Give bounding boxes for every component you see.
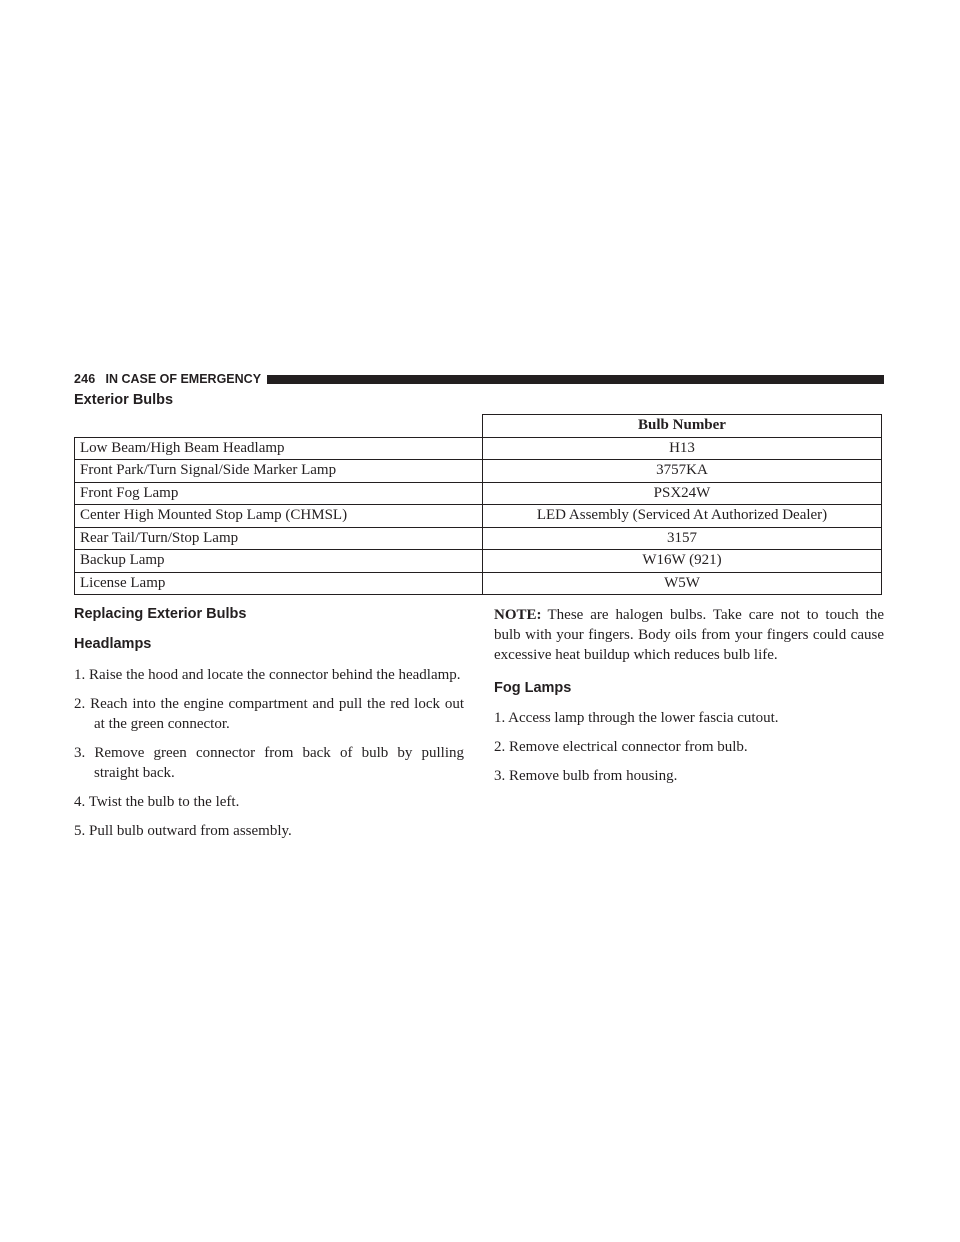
table-header-bulb-number: Bulb Number xyxy=(483,415,882,438)
lamp-name: Rear Tail/Turn/Stop Lamp xyxy=(75,527,483,550)
header-rule xyxy=(267,375,884,384)
bulb-number: PSX24W xyxy=(483,482,882,505)
table-row xyxy=(75,550,882,573)
table-row xyxy=(75,572,882,595)
left-column xyxy=(74,605,464,841)
fog-step-1: 1. Access lamp through the lower fascia cutout. xyxy=(494,710,779,726)
bulb-number: LED Assembly (Serviced At Authorized Dealer) xyxy=(483,505,882,528)
section-title: IN CASE OF EMERGENCY xyxy=(105,372,262,386)
bulb-number: W5W xyxy=(483,572,882,595)
page-header xyxy=(74,371,884,387)
lamp-name: Front Park/Turn Signal/Side Marker Lamp xyxy=(75,460,483,483)
table-row xyxy=(75,437,882,460)
lamp-name: Backup Lamp xyxy=(75,550,483,573)
headlamp-step-4: 4. Twist the bulb to the left. xyxy=(74,794,240,810)
fog-step-3: 3. Remove bulb from housing. xyxy=(494,768,678,784)
bulb-number: 3157 xyxy=(483,527,882,550)
headlamps-heading: Headlamps xyxy=(74,636,152,652)
bulb-table xyxy=(74,414,882,595)
headlamp-step-1: 1. Raise the hood and locate the connector behind the headlamp. xyxy=(74,667,461,683)
lamp-name: Front Fog Lamp xyxy=(75,482,483,505)
table-row xyxy=(75,460,882,483)
exterior-bulbs-title: Exterior Bulbs xyxy=(74,392,174,408)
halogen-note xyxy=(494,605,884,665)
note-label: NOTE: xyxy=(494,607,542,623)
headlamp-step-2: 2. Reach into the engine compartment and pull the red lock out at the green connector. xyxy=(74,696,464,732)
bulb-number: W16W (921) xyxy=(483,550,882,573)
table-header-empty xyxy=(75,415,483,438)
lamp-name: Low Beam/High Beam Headlamp xyxy=(75,437,483,460)
fog-step-2: 2. Remove electrical connector from bulb. xyxy=(494,739,748,755)
bulb-number: 3757KA xyxy=(483,460,882,483)
table-row xyxy=(75,482,882,505)
lamp-name: License Lamp xyxy=(75,572,483,595)
table-row xyxy=(75,527,882,550)
headlamp-step-3: 3. Remove green connector from back of bulb by pulling straight back. xyxy=(74,745,464,781)
replacing-exterior-bulbs-heading: Replacing Exterior Bulbs xyxy=(74,606,247,622)
table-header-row xyxy=(75,415,882,438)
lamp-name: Center High Mounted Stop Lamp (CHMSL) xyxy=(75,505,483,528)
bulb-number: H13 xyxy=(483,437,882,460)
table-row xyxy=(75,505,882,528)
page-number: 246 xyxy=(74,372,96,386)
note-text: These are halogen bulbs. Take care not to touch the bulb with your fingers. Body oils from your fingers could cause excessive heat buildup which reduces bulb life. xyxy=(494,607,884,663)
right-column xyxy=(494,605,884,786)
headlamp-step-5: 5. Pull bulb outward from assembly. xyxy=(74,823,292,839)
fog-lamps-heading: Fog Lamps xyxy=(494,680,572,696)
